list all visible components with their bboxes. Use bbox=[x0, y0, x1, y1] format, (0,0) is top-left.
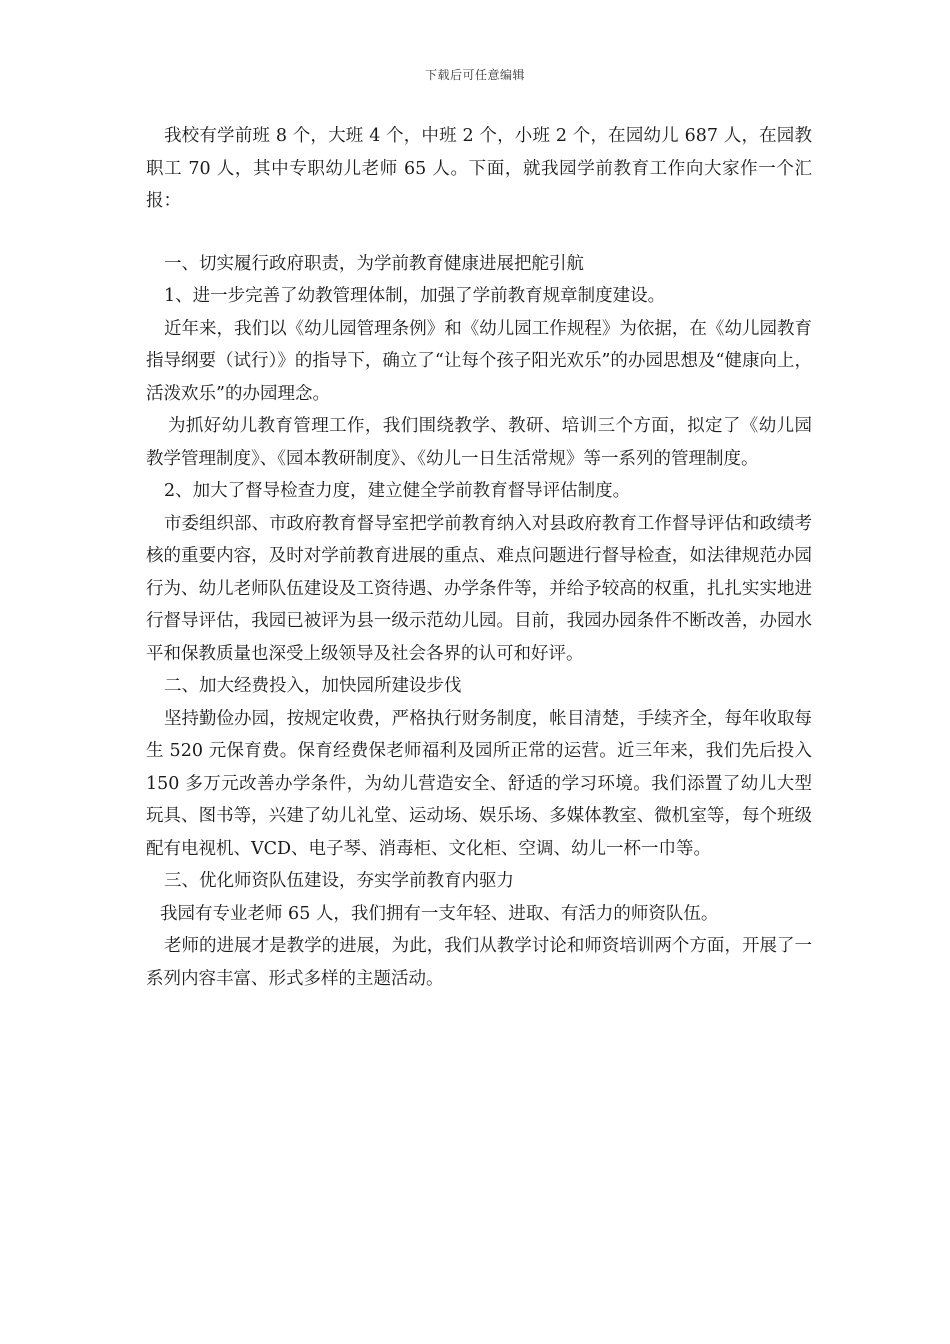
heading-section-3: 三、优化师资队伍建设，夯实学前教育内驱力 bbox=[164, 871, 514, 891]
heading-section-1: 一、切实履行政府职责，为学前教育健康进展把舵引航 bbox=[164, 253, 584, 274]
subheading-1-1: 1、进一步完善了幼教管理体制，加强了学前教育规章制度建设。 bbox=[164, 286, 666, 306]
paragraph-funding: 坚持勤俭办园，按规定收费，严格执行财务制度，帐目清楚，手续齐全，每年收取每生 520 元保育费。保育经费保老师福利及园所正常的运营。近三年来，我们先后投入 150 多万元改善办学条件，为幼儿营造安全、舒适的学习环境。我们添置了幼儿大型玩具、图书等，兴建了幼儿礼堂、运动场、娱乐场、多媒体教室、微机室等，每个班级配有电视机、VCD、电子琴、消毒柜、文化柜、空调、幼儿一杯一巾等。 bbox=[146, 708, 812, 859]
paragraph-supervision: 市委组织部、市政府教育督导室把学前教育纳入对县政府教育工作督导评估和政绩考核的重要内容，及时对学前教育进展的重点、难点问题进行督导检查，如法律规范办园行为、幼儿老师队伍建设及工资待遇、办学条件等，并给予较高的权重，扎扎实实地进行督导评估，我园已被评为县一级示范幼儿园。目前，我园办园条件不断改善，办园水平和保教质量也深受上级领导及社会各界的认可和好评。 bbox=[146, 513, 812, 664]
paragraph-teachers: 我园有专业老师 65 人，我们拥有一支年轻、进取、有活力的师资队伍。 bbox=[160, 903, 719, 924]
subheading-1-2: 2、加大了督导检查力度，建立健全学前教育督导评估制度。 bbox=[164, 481, 631, 501]
paragraph-gap bbox=[146, 218, 812, 248]
page-header-note: 下载后可任意编辑 bbox=[424, 68, 525, 82]
paragraph-training: 老师的进展才是教学的进展，为此，我们从教学讨论和师资培训两个方面，开展了一系列内容丰富、形式多样的主题活动。 bbox=[146, 936, 812, 989]
document-body bbox=[146, 120, 812, 995]
paragraph-intro: 我校有学前班 8 个，大班 4 个，中班 2 个，小班 2 个，在园幼儿 687 人，在园教职工 70 人，其中专职幼儿老师 65 人。下面，就我园学前教育工作向大家作一个汇报： bbox=[146, 126, 812, 211]
paragraph-management: 为抓好幼儿教育管理工作，我们围绕教学、教研、培训三个方面，拟定了《幼儿园教学管理制度》、《园本教研制度》、《幼儿一日生活常规》等一系列的管理制度。 bbox=[146, 416, 812, 469]
paragraph-regulations: 近年来，我们以《幼儿园管理条例》和《幼儿园工作规程》为依据，在《幼儿园教育指导纲要（试行）》的指导下，确立了“让每个孩子阳光欢乐”的办园思想及“健康向上，活泼欢乐”的办园理念。 bbox=[146, 318, 812, 404]
heading-section-2: 二、加大经费投入，加快园所建设步伐 bbox=[164, 676, 462, 696]
